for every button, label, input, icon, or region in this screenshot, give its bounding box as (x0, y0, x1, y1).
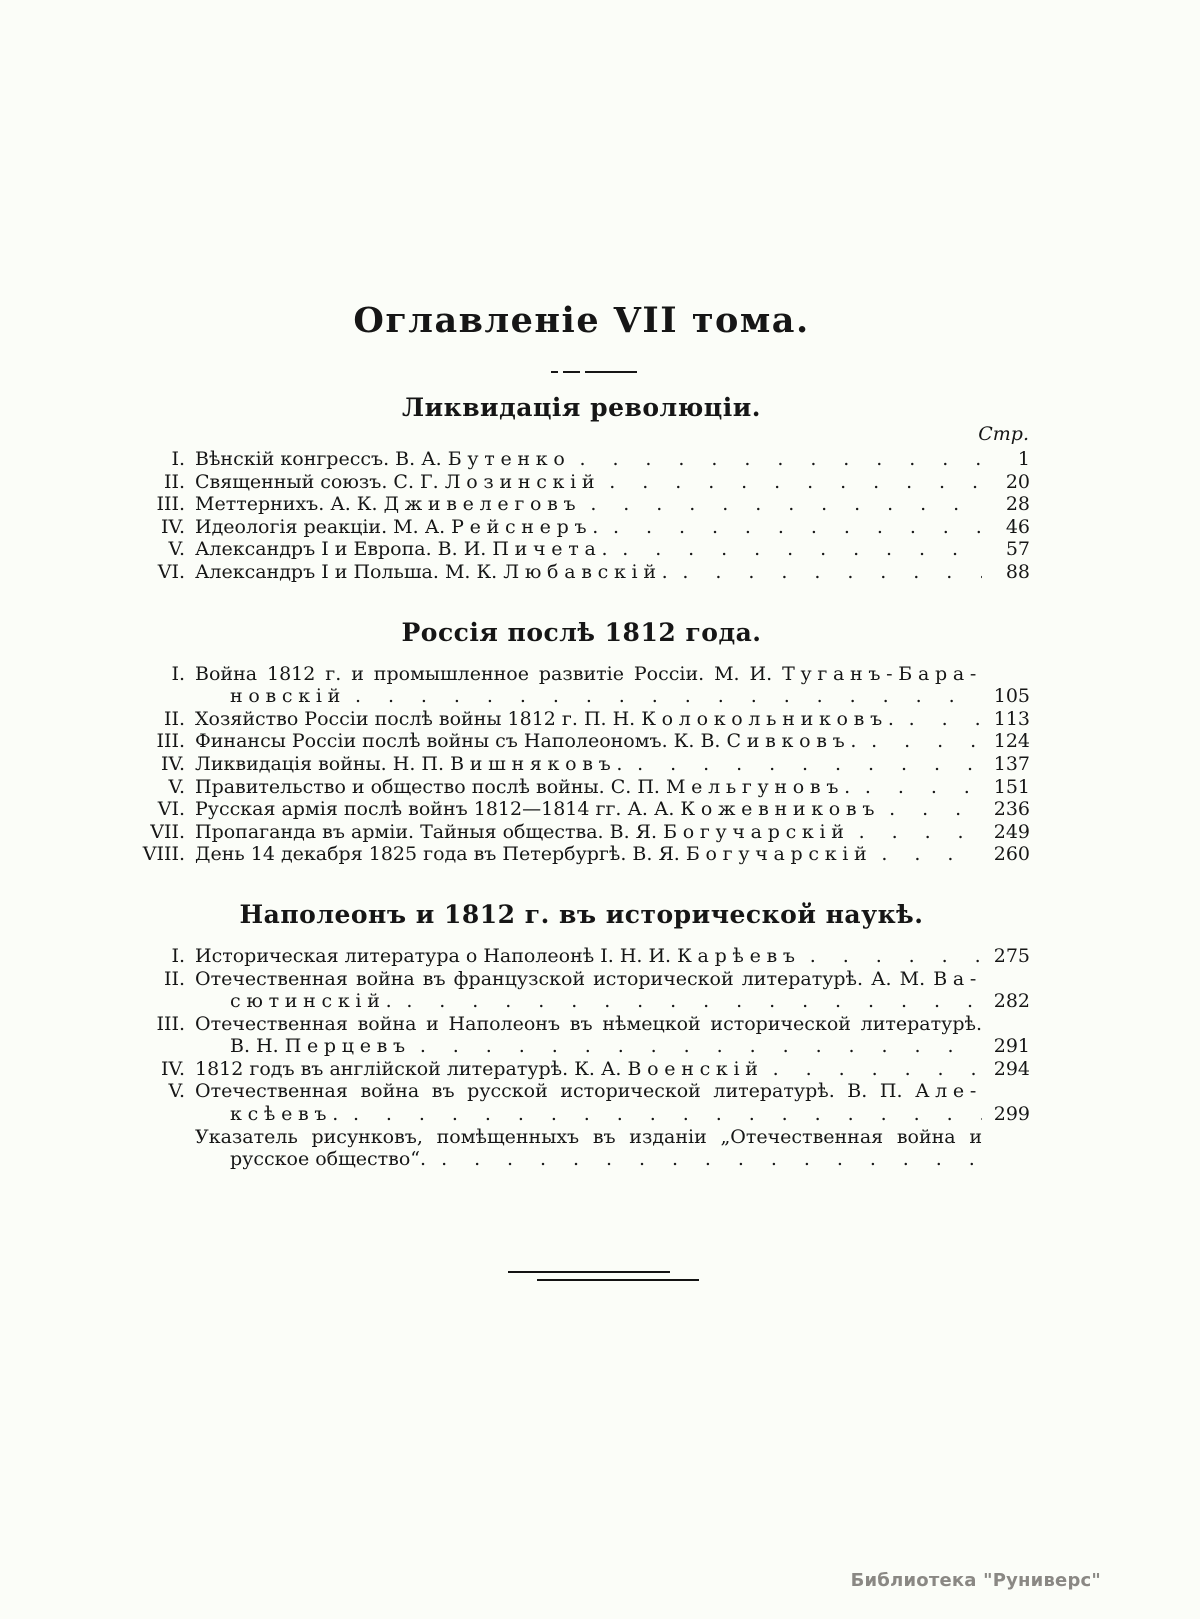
entry-body (195, 1080, 1030, 1125)
entry-number: III. (156, 730, 185, 753)
divider-line (508, 1271, 670, 1273)
page-number: 105 (993, 685, 1030, 708)
entry-author-name: Бутенко (447, 448, 571, 470)
entry-line (195, 1126, 1030, 1149)
entry-number: VI. (157, 798, 185, 821)
toc-entry (133, 538, 1030, 561)
entry-author-name: сютинскій. (230, 990, 398, 1013)
entry-text-plain: Вѣнскій конгрессъ. В. А. (195, 448, 448, 470)
entry-text (195, 561, 982, 584)
entry-text-plain: Идеологія реакціи. М. А. (195, 515, 452, 538)
entry-text-plain: Священный союзъ. С. Г. (195, 470, 445, 493)
toc-entry (133, 708, 1030, 731)
entry-text-plain: Отечественная война въ французской исторической литературѣ. А. М. (195, 967, 934, 990)
entry-body (195, 776, 1030, 799)
entry-line (195, 1035, 1030, 1058)
entry-line (195, 471, 1030, 494)
leader-dots (801, 945, 982, 968)
page-number: 275 (993, 944, 1030, 967)
toc-section (133, 393, 1030, 584)
entry-author-name: Туганъ-Бара- (782, 662, 982, 685)
toc-entry (133, 945, 1030, 968)
entry-line (195, 990, 1030, 1013)
entry-number: II. (163, 967, 185, 990)
entry-number: IV. (161, 515, 185, 538)
entry-author-name: новскій (230, 685, 346, 708)
entry-body (195, 708, 1030, 731)
entry-line (195, 776, 1030, 799)
toc-entry (133, 776, 1030, 799)
leader-dots (346, 685, 982, 708)
page-number: 113 (993, 707, 1030, 730)
entry-number: II. (163, 707, 185, 730)
section-title: Наполеонъ и 1812 г. въ исторической наукѣ. (239, 899, 924, 929)
entry-text-plain: Ликвидація войны. Н. П. (195, 752, 451, 775)
leader-dots (764, 1058, 982, 1081)
entry-number: III. (156, 493, 185, 516)
entry-text-plain: Война 1812 г. и промышленное развитіе Россіи. М. И. (195, 662, 783, 685)
leader-dots (432, 1148, 982, 1171)
entry-text (195, 538, 982, 561)
leader-dots (880, 798, 982, 821)
page-number: 46 (1005, 515, 1030, 538)
entry-body (195, 1013, 1030, 1058)
entry-text (195, 493, 982, 516)
entry-body (195, 968, 1030, 1013)
page-number: 28 (1005, 493, 1030, 516)
toc-entry (133, 1126, 1030, 1171)
entry-text-plain: В. Н. (230, 1035, 285, 1058)
entry-text (195, 798, 982, 821)
page-number: 151 (993, 775, 1030, 798)
entry-text (195, 945, 982, 968)
entry-number: III. (156, 1012, 185, 1035)
entry-text-plain: Отечественная война и Наполеонъ въ нѣмецкой исторической литературѣ. (195, 1012, 982, 1035)
entry-number: I. (171, 662, 185, 685)
entry-author-name: Богучарскій (663, 820, 850, 843)
entry-number: IV. (161, 752, 185, 775)
entry-author-name: Вишняковъ. (450, 752, 629, 775)
end-divider (508, 1269, 700, 1283)
divider-segment (551, 371, 558, 373)
entry-text (195, 1103, 982, 1126)
entry-line (195, 663, 1030, 686)
entry-text (195, 708, 982, 731)
page-number: 88 (1005, 560, 1030, 583)
page-number: 260 (993, 843, 1030, 866)
leader-dots (673, 561, 982, 584)
toc-entry (133, 843, 1030, 866)
entry-author-name: Мельгуновъ. (665, 775, 856, 798)
entry-line (195, 708, 1030, 731)
section-title: Ликвидація революціи. (401, 393, 762, 422)
entry-author-name: Кожевниковъ (680, 798, 881, 821)
entry-number: I. (171, 448, 185, 470)
entry-author-name: Рейснеръ. (451, 515, 605, 538)
entry-text (195, 1126, 982, 1149)
toc-sections (133, 393, 1030, 1171)
page-number: 57 (1005, 538, 1030, 561)
page-number: 291 (993, 1035, 1030, 1058)
entry-author-name: Перцевъ (284, 1035, 411, 1058)
entry-body (195, 753, 1030, 776)
entry-body (195, 448, 1030, 471)
page-number: 294 (993, 1057, 1030, 1080)
page-number: 282 (993, 990, 1030, 1013)
toc-entry (133, 730, 1030, 753)
leader-dots (600, 471, 982, 494)
leader-dots (872, 843, 982, 866)
toc-entry (133, 1058, 1030, 1081)
toc-entry (133, 753, 1030, 776)
entry-body (195, 821, 1030, 844)
toc-entry (133, 516, 1030, 539)
entry-line (195, 968, 1030, 991)
entry-text (195, 685, 982, 708)
entry-text-plain: Пропаганда въ арміи. Тайныя общества. В. Я. (195, 820, 664, 843)
entry-author-name: Лозинскій (444, 470, 601, 493)
entry-text (195, 776, 982, 799)
leader-dots (581, 493, 982, 516)
leader-dots (900, 708, 982, 731)
divider-line (537, 1279, 699, 1281)
entry-text-plain: Указатель рисунковъ, помѣщенныхъ въ изданіи „Отечественная война и (195, 1125, 982, 1148)
leader-dots (856, 776, 982, 799)
toc-entry (133, 493, 1030, 516)
entry-text-plain: Александръ I и Польша. М. К. (195, 560, 504, 583)
toc-entry (133, 968, 1030, 1013)
entry-number: VI. (157, 560, 185, 583)
entry-body (195, 798, 1030, 821)
entry-number: I. (171, 944, 185, 967)
leader-dots (411, 1035, 982, 1058)
entry-number: VIII. (142, 843, 185, 866)
entry-text-plain: Правительство и общество послѣ войны. С. П. (195, 775, 666, 798)
entry-number: VII. (150, 820, 185, 843)
entry-text (195, 1080, 982, 1103)
entry-line (195, 753, 1030, 776)
page-number: 249 (993, 820, 1030, 843)
entry-text-plain: Историческая литература о Наполеонѣ I. Н. И. (195, 944, 678, 967)
entry-text-plain: Отечественная война въ русской исторической литературѣ. В. П. (195, 1080, 916, 1103)
entry-text (195, 516, 982, 539)
toc-entry (133, 1013, 1030, 1058)
entry-text-plain: Финансы Россіи послѣ войны съ Наполеономъ. К. В. (195, 730, 727, 753)
entry-line (195, 730, 1030, 753)
leader-dots (613, 538, 982, 561)
entry-line (195, 1013, 1030, 1036)
entry-body (195, 1126, 1030, 1171)
divider-segment (563, 371, 580, 373)
entry-author-name: Военскій (627, 1057, 764, 1080)
entry-line (195, 561, 1030, 584)
entry-text (195, 821, 982, 844)
toc-section (133, 618, 1030, 866)
toc-entry (133, 448, 1030, 471)
entry-line (195, 516, 1030, 539)
leader-dots (570, 448, 982, 471)
toc-entry (133, 663, 1030, 708)
entry-text (195, 1058, 982, 1081)
entry-line (195, 1148, 1030, 1171)
leader-dots (604, 516, 982, 539)
entry-text (195, 1035, 982, 1058)
entry-line (195, 843, 1030, 866)
leader-dots (628, 753, 982, 776)
title-divider (548, 370, 640, 373)
entry-text (195, 843, 982, 866)
leader-dots (850, 821, 982, 844)
entry-line (195, 1058, 1030, 1081)
entry-body (195, 561, 1030, 584)
entry-text-plain: Русская армія послѣ войнъ 1812—1814 гг. А. А. (195, 798, 681, 821)
page-column-header: Стр. (978, 423, 1029, 445)
entry-text (195, 990, 982, 1013)
entry-author-name: Але- (915, 1080, 982, 1103)
entry-body (195, 493, 1030, 516)
entry-body (195, 663, 1030, 708)
entry-text (195, 448, 982, 471)
entry-text-plain: русское общество“. (230, 1148, 433, 1171)
entry-text (195, 730, 982, 753)
entry-author-name: Сивковъ. (726, 730, 863, 753)
entry-line (195, 1080, 1030, 1103)
entry-author-name: Богучарскій (685, 843, 873, 866)
toc-entry (133, 798, 1030, 821)
entry-text (195, 663, 982, 686)
page-number: 299 (993, 1103, 1030, 1126)
toc-section (133, 900, 1030, 1171)
toc-entry (133, 1080, 1030, 1125)
page-number: 1 (1017, 448, 1030, 470)
entry-line (195, 821, 1030, 844)
entry-author-name: Дживелеговъ (383, 493, 582, 516)
entry-text-plain: Александръ I и Европа. В. И. (195, 538, 493, 561)
entry-line (195, 685, 1030, 708)
entry-line (195, 493, 1030, 516)
entry-line (195, 538, 1030, 561)
entry-author-name: Пичета. (492, 538, 614, 561)
entry-author-name: Любавскій. (503, 560, 674, 583)
entry-text (195, 1013, 982, 1036)
page-number: 20 (1005, 470, 1030, 493)
page-number: 124 (993, 730, 1030, 753)
page-title: Оглавленіе VII тома. (353, 300, 810, 341)
page-content (133, 0, 1030, 1283)
entry-number: II. (163, 470, 185, 493)
entry-text (195, 968, 982, 991)
entry-number: V. (168, 538, 185, 561)
entry-number: IV. (161, 1057, 185, 1080)
leader-dots (862, 730, 982, 753)
page-number: 236 (993, 798, 1030, 821)
entry-author-name: Колокольниковъ. (641, 707, 900, 730)
entry-text (195, 1148, 982, 1171)
leader-dots (344, 1103, 982, 1126)
entry-line (195, 448, 1030, 471)
page-number: 137 (993, 752, 1030, 775)
entry-body (195, 516, 1030, 539)
entry-number: V. (168, 775, 185, 798)
entry-line (195, 798, 1030, 821)
entry-text-plain: День 14 декабря 1825 года въ Петербургѣ. В. Я. (195, 843, 686, 866)
entry-body (195, 730, 1030, 753)
leader-dots (397, 990, 982, 1013)
entry-line (195, 945, 1030, 968)
entry-body (195, 538, 1030, 561)
entry-text-plain: Хозяйство Россіи послѣ войны 1812 г. П. Н. (195, 707, 642, 730)
entry-text-plain: 1812 годъ въ англійской литературѣ. К. А. (195, 1057, 628, 1080)
entry-body (195, 945, 1030, 968)
entry-author-name: Ва- (933, 967, 982, 990)
entry-body (195, 843, 1030, 866)
entry-line (195, 1103, 1030, 1126)
entry-text-plain: Меттернихъ. А. К. (195, 493, 384, 516)
toc-entry (133, 561, 1030, 584)
divider-segment (585, 371, 637, 373)
entry-body (195, 471, 1030, 494)
entry-text (195, 471, 982, 494)
entry-body (195, 1058, 1030, 1081)
section-title: Россія послѣ 1812 года. (401, 617, 762, 647)
entry-author-name: ксѣевъ. (230, 1103, 344, 1126)
toc-entry (133, 471, 1030, 494)
library-watermark: Библиотека "Руниверс" (850, 1570, 1101, 1591)
entry-author-name: Карѣевъ (677, 944, 801, 967)
toc-entry (133, 821, 1030, 844)
entry-text (195, 753, 982, 776)
entry-number: V. (168, 1080, 185, 1103)
